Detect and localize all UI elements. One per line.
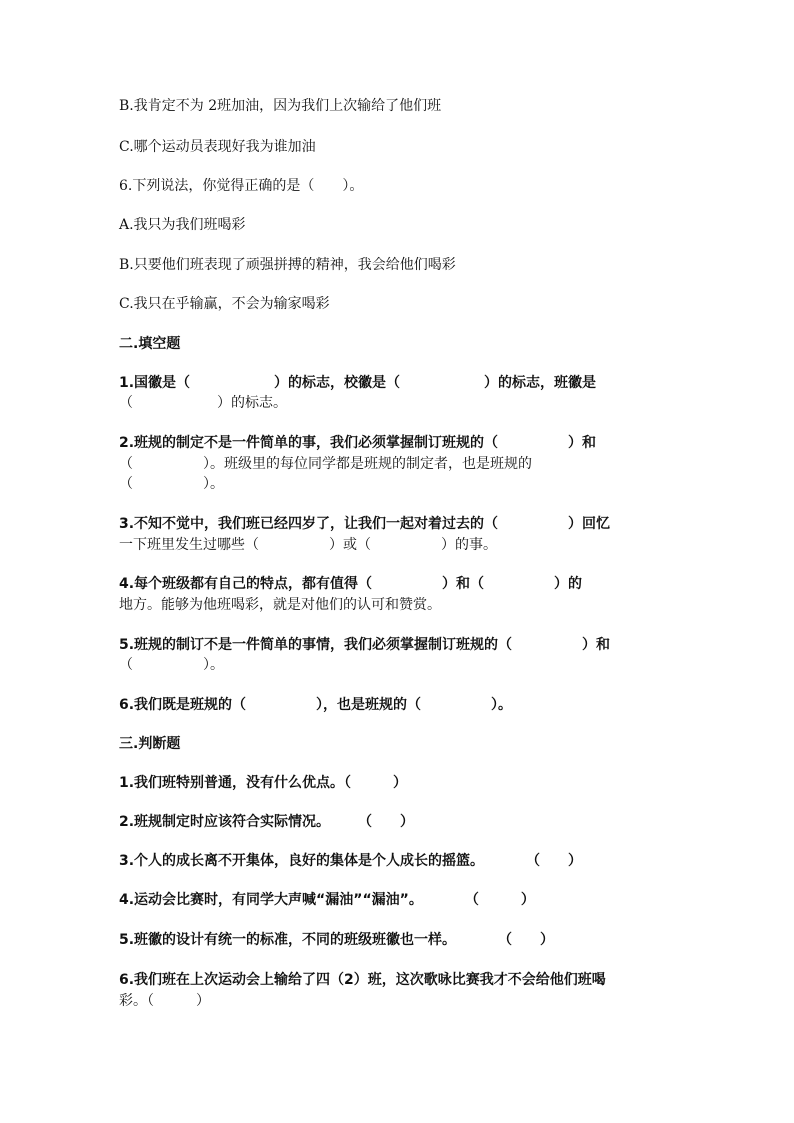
- fill-question-6: 6.我们既是班规的（ ），也是班规的（ ）。: [119, 697, 513, 713]
- question-6: 6.下列说法，你觉得正确的是（ ）。: [119, 178, 364, 194]
- fill-question-1-line-2: （ ）的标志。: [119, 395, 287, 411]
- option-b-line: B.只要他们班表现了顽强拼搏的精神，我会给他们喝彩: [119, 257, 456, 273]
- judge-question-2: 2.班规制定时应该符合实际情况。 （ ）: [119, 814, 415, 830]
- judge-question-3: 3.个人的成长离不开集体，良好的集体是个人成长的摇篮。 （ ）: [119, 853, 583, 869]
- fill-question-4-line-2: 地方。能够为他班喝彩，就是对他们的认可和赞赏。: [119, 597, 441, 613]
- option-b-line: B.我肯定不为 2班加油，因为我们上次输给了他们班: [119, 98, 442, 114]
- option-c-line: C.哪个运动员表现好我为谁加油: [119, 139, 316, 155]
- option-a-line: A.我只为我们班喝彩: [119, 217, 246, 233]
- fill-question-1-line-1: 1.国徽是（ ）的标志，校徽是（ ）的标志，班徽是: [119, 375, 597, 391]
- fill-question-5-line-1: 5.班规的制订不是一件简单的事情，我们必须掌握制订班规的（ ）和: [119, 637, 611, 653]
- section-heading-true-false: 三.判断题: [119, 736, 181, 752]
- fill-question-4-line-1: 4.每个班级都有自己的特点，都有值得（ ）和（ ）的: [119, 576, 583, 592]
- fill-question-2-line-2: （ ）。班级里的每位同学都是班规的制定者，也是班规的: [119, 456, 532, 472]
- fill-question-2-line-1: 2.班规的制定不是一件简单的事，我们必须掌握制订班规的（ ）和: [119, 435, 597, 451]
- fill-question-3-line-1: 3.不知不觉中，我们班已经四岁了，让我们一起对着过去的（ ）回忆: [119, 516, 611, 532]
- fill-question-5-line-2: （ ）。: [119, 657, 224, 673]
- fill-question-2-line-3: （ ）。: [119, 476, 224, 492]
- judge-question-6-line-2: 彩。（ ）: [119, 993, 210, 1009]
- judge-question-4: 4.运动会比赛时，有同学大声喊“漏油”“漏油”。 （ ）: [119, 892, 535, 908]
- section-heading-fill-in: 二.填空题: [119, 336, 181, 352]
- judge-question-6-line-1: 6.我们班在上次运动会上输给了四（2）班，这次歌咏比赛我才不会给他们班喝: [119, 972, 606, 988]
- judge-question-1: 1.我们班特别普通，没有什么优点。（ ）: [119, 775, 408, 791]
- option-c-line: C.我只在乎输赢，不会为输家喝彩: [119, 296, 330, 312]
- fill-question-3-line-2: 一下班里发生过哪些（ ）或（ ）的事。: [119, 537, 497, 553]
- judge-question-5: 5.班徽的设计有统一的标准，不同的班级班徽也一样。 （ ）: [119, 932, 555, 948]
